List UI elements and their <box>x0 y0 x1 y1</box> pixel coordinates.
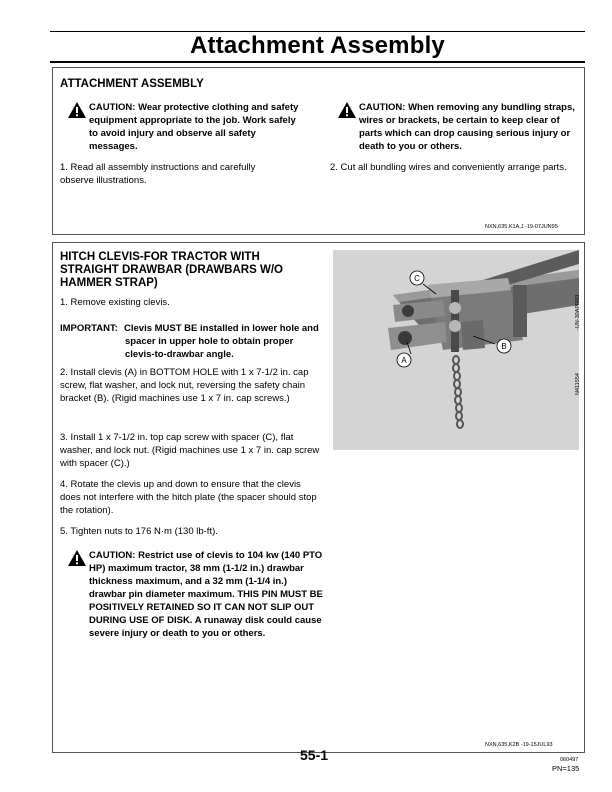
callout-a-label: A <box>401 356 407 365</box>
callout-c-label: C <box>414 274 420 283</box>
step-3-text: 3. Install 1 x 7-1/2 in. top cap screw with spacer (C), flat washer, and lock nut. (Rigid machines use 1 x 7 in. cap screw with spacer (C).) <box>60 432 320 469</box>
title-rule-bottom <box>50 61 585 63</box>
section-heading: HITCH CLEVIS-FOR TRACTOR WITH STRAIGHT DRAWBAR (DRAWBARS W/O HAMMER STRAP) <box>60 251 283 289</box>
footer-code: 060497 <box>560 757 579 763</box>
warning-triangle-icon <box>68 102 86 118</box>
reference-code: NXN,635,K2B -19-15JUL93 <box>485 742 553 748</box>
caution-protective-clothing: CAUTION: Wear protective clothing and safety equipment appropriate to the job. Work safely to avoid injury and observe all safety messages. <box>89 102 299 152</box>
warning-triangle-icon <box>338 102 356 118</box>
page-title: Attachment Assembly <box>190 32 445 59</box>
pn-number: PN=135 <box>552 764 580 773</box>
step-4-text: 4. Rotate the clevis up and down to ensure that the clevis does not interfere with the hitch plate (the spacer should stop the rotation). <box>60 479 317 516</box>
section-heading: ATTACHMENT ASSEMBLY <box>60 78 204 90</box>
step-1-text: 1. Read all assembly instructions and carefully observe illustrations. <box>60 162 256 186</box>
warning-triangle-icon <box>68 550 86 566</box>
callout-b-label: B <box>501 342 507 351</box>
step-5-text: 5. Tighten nuts to 176 N·m (130 lb-ft). <box>60 526 218 537</box>
caution-bundling-straps: CAUTION: When removing any bundling straps, wires or brackets, be certain to keep clear of parts which can drop causing serious injury or death to you or others. <box>359 102 575 152</box>
figure-id: N411554 <box>575 373 581 395</box>
important-label: IMPORTANT: <box>60 323 118 334</box>
reference-code: NXN,635,K1A,J -19-07JUN95 <box>485 224 558 230</box>
step-1-text: 1. Remove existing clevis. <box>60 297 170 308</box>
figure-id: -UN-30APR93 <box>575 294 581 330</box>
step-2-text: 2. Cut all bundling wires and conveniently arrange parts. <box>330 162 567 173</box>
page-number: 55-1 <box>300 747 329 763</box>
important-note: Clevis MUST BE installed in lower hole and spacer in upper hole to obtain proper clevis-to-drawbar angle. <box>124 323 319 360</box>
hitch-clevis-photo <box>333 250 579 450</box>
caution-clevis-restriction: CAUTION: Restrict use of clevis to 104 kw (140 PTO HP) maximum tractor, 38 mm (1-1/2 in.) drawbar thickness maximum, and a 32 mm (1-1/4 in.) drawbar pin diameter maximum. THIS PIN MUST BE POSITIVELY RETAINED SO IT CAN NOT SLIP OUT DURING USE OF DISK. A runaway disk could cause severe injury or death to you or others. <box>89 550 323 639</box>
step-2-text: 2. Install clevis (A) in BOTTOM HOLE with 1 x 7-1/2 in. cap screw, flat washer, and lock nut, reversing the safety chain bracket (B). (Rigid machines use 1 x 7 in. cap screws.) <box>60 367 309 404</box>
